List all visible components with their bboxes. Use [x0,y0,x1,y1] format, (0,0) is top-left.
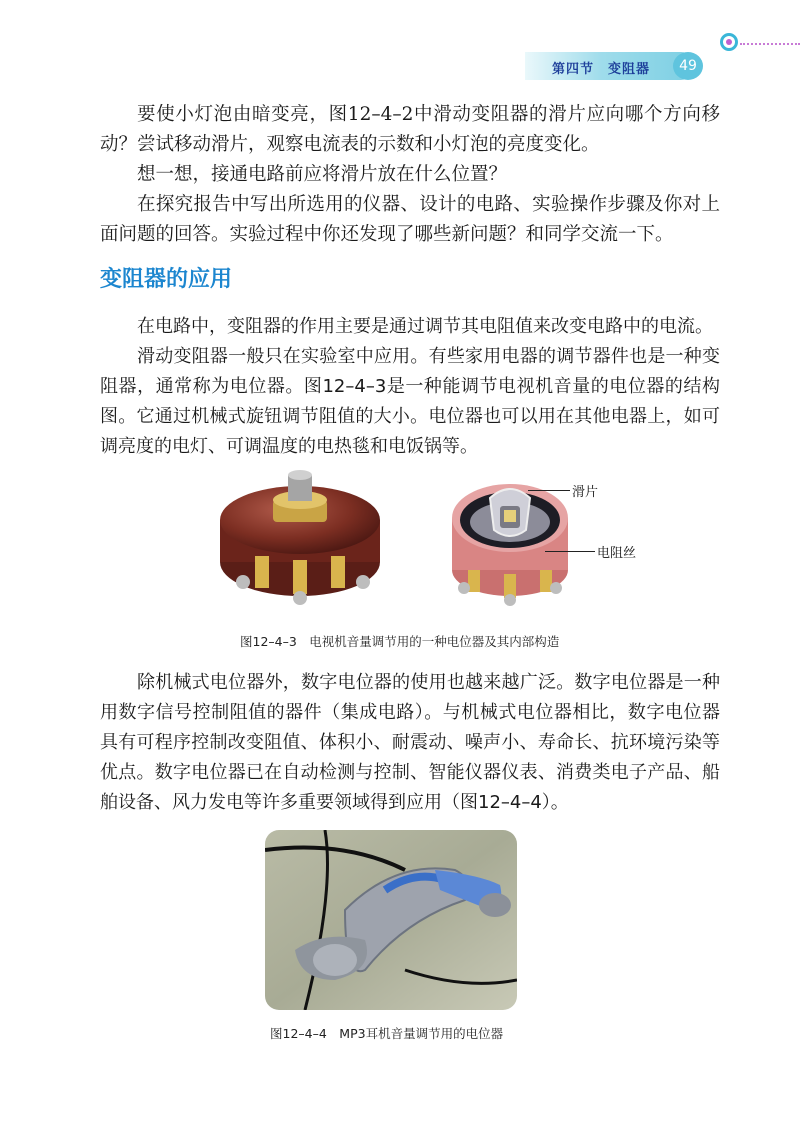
earphone-illustration [265,830,517,1010]
label-slider: 滑片 [572,485,599,500]
paragraph-think: 想一想，接通电路前应将滑片放在什么位置？ [137,164,508,185]
ring-ornament-icon [720,33,738,51]
section-heading: 变阻器的应用 [100,267,233,292]
paragraph-question-slider: 要使小灯泡由暗变亮，图12–4–2中滑动变阻器的滑片应向哪个方向移动？尝试移动滑片，观察电流表的示数和小灯泡的亮度变化。 [100,104,720,155]
callout-line-wire [545,551,595,552]
paragraph-digital-potentiometer: 除机械式电位器外，数字电位器的使用也越来越广泛。数字电位器是一种用数字信号控制阻值的器件（集成电路）。与机械式电位器相比，数字电位器具有可程序控制改变阻值、体积小、耐震动、噪声小、寿命长、抗环境污染等优点。数字电位器已在自动检测与控制、智能仪器仪表、消费类电子产品、船舶设备、风力发电等许多重要领域得到应用（图12–4–4）。 [100,672,720,813]
page-number: 49 [673,52,703,80]
paragraph-report: 在探究报告中写出所选用的仪器、设计的电路、实验操作步骤及你对上面问题的回答。实验过程中你还发现了哪些新问题？和同学交流一下。 [100,194,720,245]
header-dotted-line [740,43,800,45]
paragraph-rheostat-role: 在电路中，变阻器的作用主要是通过调节其电阻值来改变电路中的电流。 [137,316,713,337]
figure-caption: 图12–4–3 电视机音量调节用的一种电位器及其内部构造 [240,634,560,649]
earphone-photo [265,830,517,1010]
label-resistance-wire: 电阻丝 [597,546,637,561]
potentiometer-interior-photo [450,470,570,610]
paragraph-potentiometer: 滑动变阻器一般只在实验室中应用。有些家用电器的调节器件也是一种变阻器，通常称为电位器。图12–4–3是一种能调节电视机音量的电位器的结构图。它通过机械式旋钮调节阻值的大小。电位器也可以用在其他电器上，如可调亮度的电灯、可调温度的电热毯和电饭锅等。 [100,346,720,457]
callout-line-slider [528,490,570,491]
potentiometer-photo [215,470,385,610]
figure-caption-earphone: 图12–4–4 MP3耳机音量调节用的电位器 [270,1026,504,1041]
section-title: 第四节 变阻器 [552,62,651,77]
